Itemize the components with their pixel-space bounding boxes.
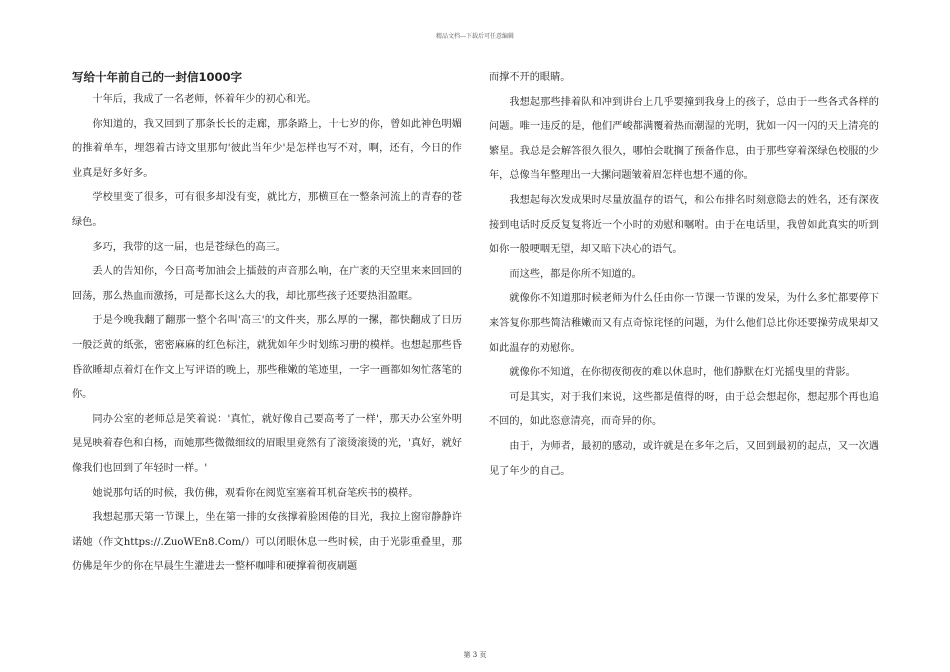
paragraph: 多巧，我带的这一届，也是苍绿色的高三。 (92, 241, 286, 253)
paragraph: 我想起那些排着队和冲到讲台上几乎要撞到我身上的孩子，总由于一些各式各样的问题。唯一违反的是，他们严峻都满覆着热而潮湿的光明，犹如一闪一闪的天上清亮的繁星。我总是会解答很久很久，哪怕会耽搁了预备作息，由于那些穿着深绿色校服的少年，总像当年整理出一大摞问题皱着眉怎样也想不通的你。 (489, 96, 879, 182)
page-number: 第 3 页 (463, 651, 487, 659)
page-header: 精品文档---下载后可任意编辑 (435, 33, 515, 40)
paragraph: 你知道的，我又回到了那条长长的走廊，那条路上，十七岁的你，曾如此神色明媚的推着单车，埋怨着古诗文里那句'彼此当年少'是怎样也写不对，啊，还有，今日的作业真是好多好多。 (72, 118, 462, 179)
paragraph: 由于，为师者，最初的感动，或许就是在多年之后，又回到最初的起点，又一次遇见了年少的自己。 (489, 440, 879, 477)
paragraph: 学校里变了很多，可有很多却没有变，就比方，那横亘在一整条河流上的青春的苍绿色。 (72, 192, 462, 228)
paragraph: 于是今晚我翻了翻那一整个名叫'高三'的文件夹，那么厚的一摞，都快翻成了日历一般泛黄的纸张，密密麻麻的红色标注，就犹如年少时划练习册的模样。也想起那些昏昏欲睡却点着灯在作文上写评语的晚上，那些稚嫩的笔迹里，一字一画都如匆忙落笔的你。 (72, 315, 462, 401)
paragraph-continuation: 而撑不开的眼睛。 (489, 72, 571, 83)
paragraph: 就像你不知道那时候老师为什么任由你一节课一节课的发呆，为什么多忙都要停下来答复你那些简洁稚嫩而又有点奇惊诧怪的问题，为什么他们总比你还要操劳成果却又如此温存的劝慰你。 (489, 293, 879, 354)
paragraph: 我想起那天第一节课上，坐在第一排的女孩撑着脸困倦的目光，我拉上窗帘静静许诺她（作文https://.ZuoWEn8.Com/）可以闭眼休息一些时候，由于光影重叠里，那仿佛是年少的你在早晨生生灌进去一整杯咖啡和硬撑着彻夜刷题 (72, 512, 462, 573)
paragraph: 同办公室的老师总是笑着说：'真忙，就好像自己要高考了一样'，那天办公室外明晃晃映着春色和白杨，而她那些微微细纹的眉眼里竟然有了滚烫滚烫的光，'真好，就好像我们也回到了年轻时一样。' (72, 413, 462, 474)
paragraph: 就像你不知道，在你彻夜彻夜的难以休息时，他们静默在灯光摇曳里的背影。 (509, 367, 856, 379)
document-title: 写给十年前自己的一封信1000字 (72, 70, 243, 84)
paragraph: 十年后，我成了一名老师，怀着年少的初心和光。 (92, 94, 317, 105)
paragraph: 她说那句话的时候，我仿佛，观看你在阅览室塞着耳机奋笔疾书的模样。 (92, 487, 419, 499)
paragraph: 丢人的告知你，今日高考加油会上擂鼓的声音那么响，在广袤的天空里来来回回的回荡，那么热血而激扬，可是都长这么大的我，却比那些孩子还要热泪盈眶。 (72, 266, 462, 302)
paragraph: 我想起每次发成果时尽量放温存的语气，和公布排名时刻意隐去的姓名，还有深夜接到电话时反反复复将近一个小时的劝慰和嘱咐。由于在电话里，我曾如此真实的听到如你一般哽咽无望，却又暗下决心的语气。 (489, 194, 879, 256)
left-column (72, 66, 462, 580)
right-column (489, 66, 879, 484)
paragraph: 可是其实，对于我们来说，这些都是值得的呀，由于总会想起你，想起那个再也追不回的，如此恣意清亮，而奇异的你。 (489, 391, 879, 428)
paragraph: 而这些，都是你所不知道的。 (509, 268, 642, 280)
